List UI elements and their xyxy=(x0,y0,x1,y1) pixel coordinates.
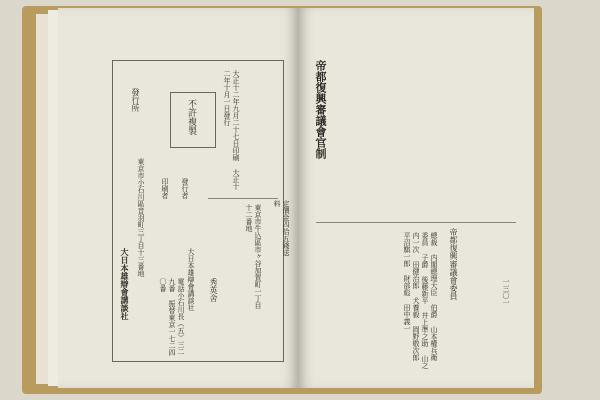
printer-role: 印刷者 xyxy=(161,178,169,199)
address: 東京市小石川區音羽町三丁目十三番地 xyxy=(137,158,145,277)
left-page xyxy=(58,8,298,388)
phone-info: 電話小石川長（五）三二九番 振替東京一七二四〇番 xyxy=(159,278,185,356)
page-number: 一三〇一 xyxy=(502,278,510,306)
price-box xyxy=(208,198,278,199)
section-divider xyxy=(316,222,516,223)
print-dates: 大正十二年九月二十七日印刷 大正十二年十月一日發行 xyxy=(223,70,240,190)
members-list: 總裁 内閣總理大臣 伯爵 山本權兵衛 委員 子爵 後藤新平 井上準之助 山之内一次 田健治郎 犬養毅 岡野敬次郎 平沼騏一郎 財部彪 田中義一 xyxy=(403,232,438,369)
price-line: 定價金四拾五錢送料 xyxy=(273,200,290,256)
company-name: 大日本雄辯會講談社 xyxy=(120,248,130,320)
decree-text xyxy=(332,58,518,218)
printer-address: 東京市牛込區市ヶ谷加賀町一丁目十二番地 xyxy=(245,204,262,309)
stamp-text: 不許複製 xyxy=(186,99,196,135)
printing-company: 秀英舍 xyxy=(209,278,218,302)
publisher-office: 發行所 xyxy=(131,88,140,112)
page-title: 帝都復興審議會官制 xyxy=(314,60,327,159)
distributor: 大日本雄辯會講談社 xyxy=(187,248,195,311)
right-page xyxy=(298,8,534,388)
members-heading: 帝都復興審議會委員 xyxy=(449,228,458,300)
editor-role: 發行者 xyxy=(181,178,189,199)
copyright-stamp xyxy=(170,92,216,148)
